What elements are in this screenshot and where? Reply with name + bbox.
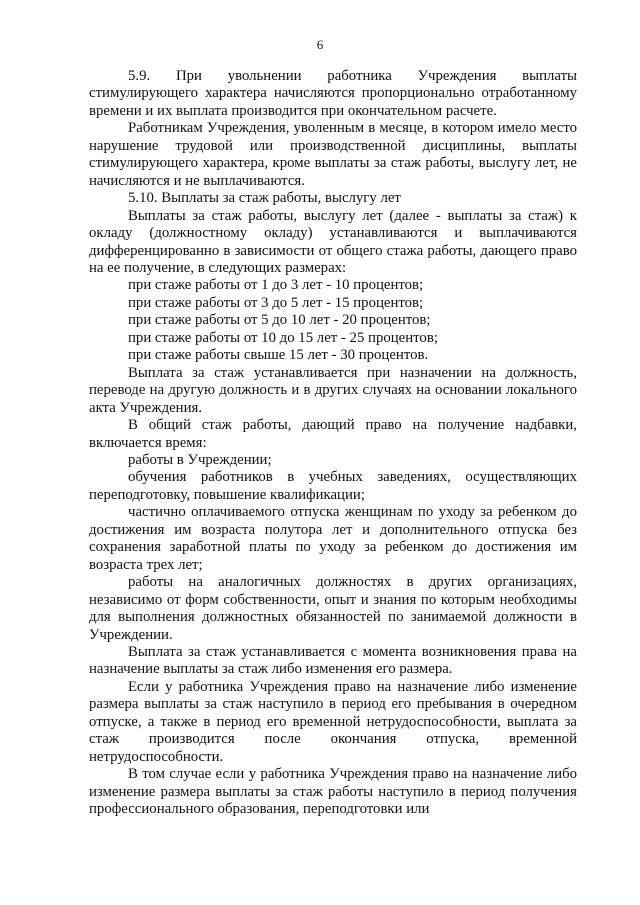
section-heading-5-10: 5.10. Выплаты за стаж работы, выслугу лет — [128, 190, 401, 207]
list-item-training: обучения работников в учебных заведениях, осуществляющих переподготовку, повышение квалификации; — [89, 469, 577, 503]
paragraph-appointment: Выплата за стаж устанавливается при назначении на должность, переводе на другую должность и в других случаях на основании локального акта Учреждения. — [89, 364, 577, 416]
paragraph-education-period: В том случае если у работника Учреждения право на назначение либо изменение размера выплаты за стаж работы наступило в период получения профессионального образования, переподготовки или — [89, 766, 577, 818]
paragraph-dismissal-violation: Работникам Учреждения, уволенным в месяце, в котором имело место нарушение трудовой или производственной дисциплины, выплаты стимулирующего характера, кроме выплаты за стаж работы, выслугу лет, не начисляются и не выплачиваются. — [89, 120, 577, 189]
document-body — [89, 68, 577, 818]
list-item-seniority-3-5: при стаже работы от 3 до 5 лет - 15 процентов; — [128, 294, 424, 311]
page-number: 6 — [316, 37, 324, 52]
list-item-seniority-1-3: при стаже работы от 1 до 3 лет - 10 процентов; — [128, 277, 424, 294]
list-item-parental-leave: частично оплачиваемого отпуска женщинам по уходу за ребенком до достижения им возраста полутора лет и дополнительного отпуска без сохранения заработной платы по уходу за ребенком до достижения им возраста трех лет; — [89, 504, 577, 573]
paragraph-total-seniority: В общий стаж работы, дающий право на получение надбавки, включается время: — [89, 417, 577, 451]
list-item-similar-positions: работы на аналогичных должностях в других организациях, независимо от форм собственности, опыт и знания по которым необходимы для выполнения должностных обязанностей по занимаемой должности в Учреждении. — [89, 574, 577, 643]
paragraph-seniority-payments: Выплаты за стаж работы, выслугу лет (далее - выплаты за стаж) к окладу (должностному окладу) устанавливаются и выплачиваются дифференцированно в зависимости от общего стажа работы, дающего право на ее получение, в следующих размерах: — [89, 207, 577, 276]
paragraph-right-onset: Выплата за стаж устанавливается с момента возникновения права на назначение выплаты за стаж либо изменения его размера. — [89, 643, 577, 678]
list-item-work-in-institution: работы в Учреждении; — [128, 451, 272, 468]
list-item-seniority-10-15: при стаже работы от 10 до 15 лет - 25 процентов; — [128, 329, 438, 346]
list-item-seniority-over-15: при стаже работы свыше 15 лет - 30 процентов. — [128, 347, 429, 364]
paragraph-leave-disability: Если у работника Учреждения право на назначение либо изменение размера выплаты за стаж наступило в период его пребывания в очередном отпуске, а также в период его временной нетрудоспособности, выплата за стаж производится после окончания отпуска, временной нетрудоспособности. — [89, 678, 577, 765]
list-item-seniority-5-10: при стаже работы от 5 до 10 лет - 20 процентов; — [128, 312, 431, 329]
paragraph-5-9: 5.9. При увольнении работника Учреждения выплаты стимулирующего характера начисляются пропорционально отработанному времени и их выплата производится при окончательном расчете. — [89, 68, 577, 119]
